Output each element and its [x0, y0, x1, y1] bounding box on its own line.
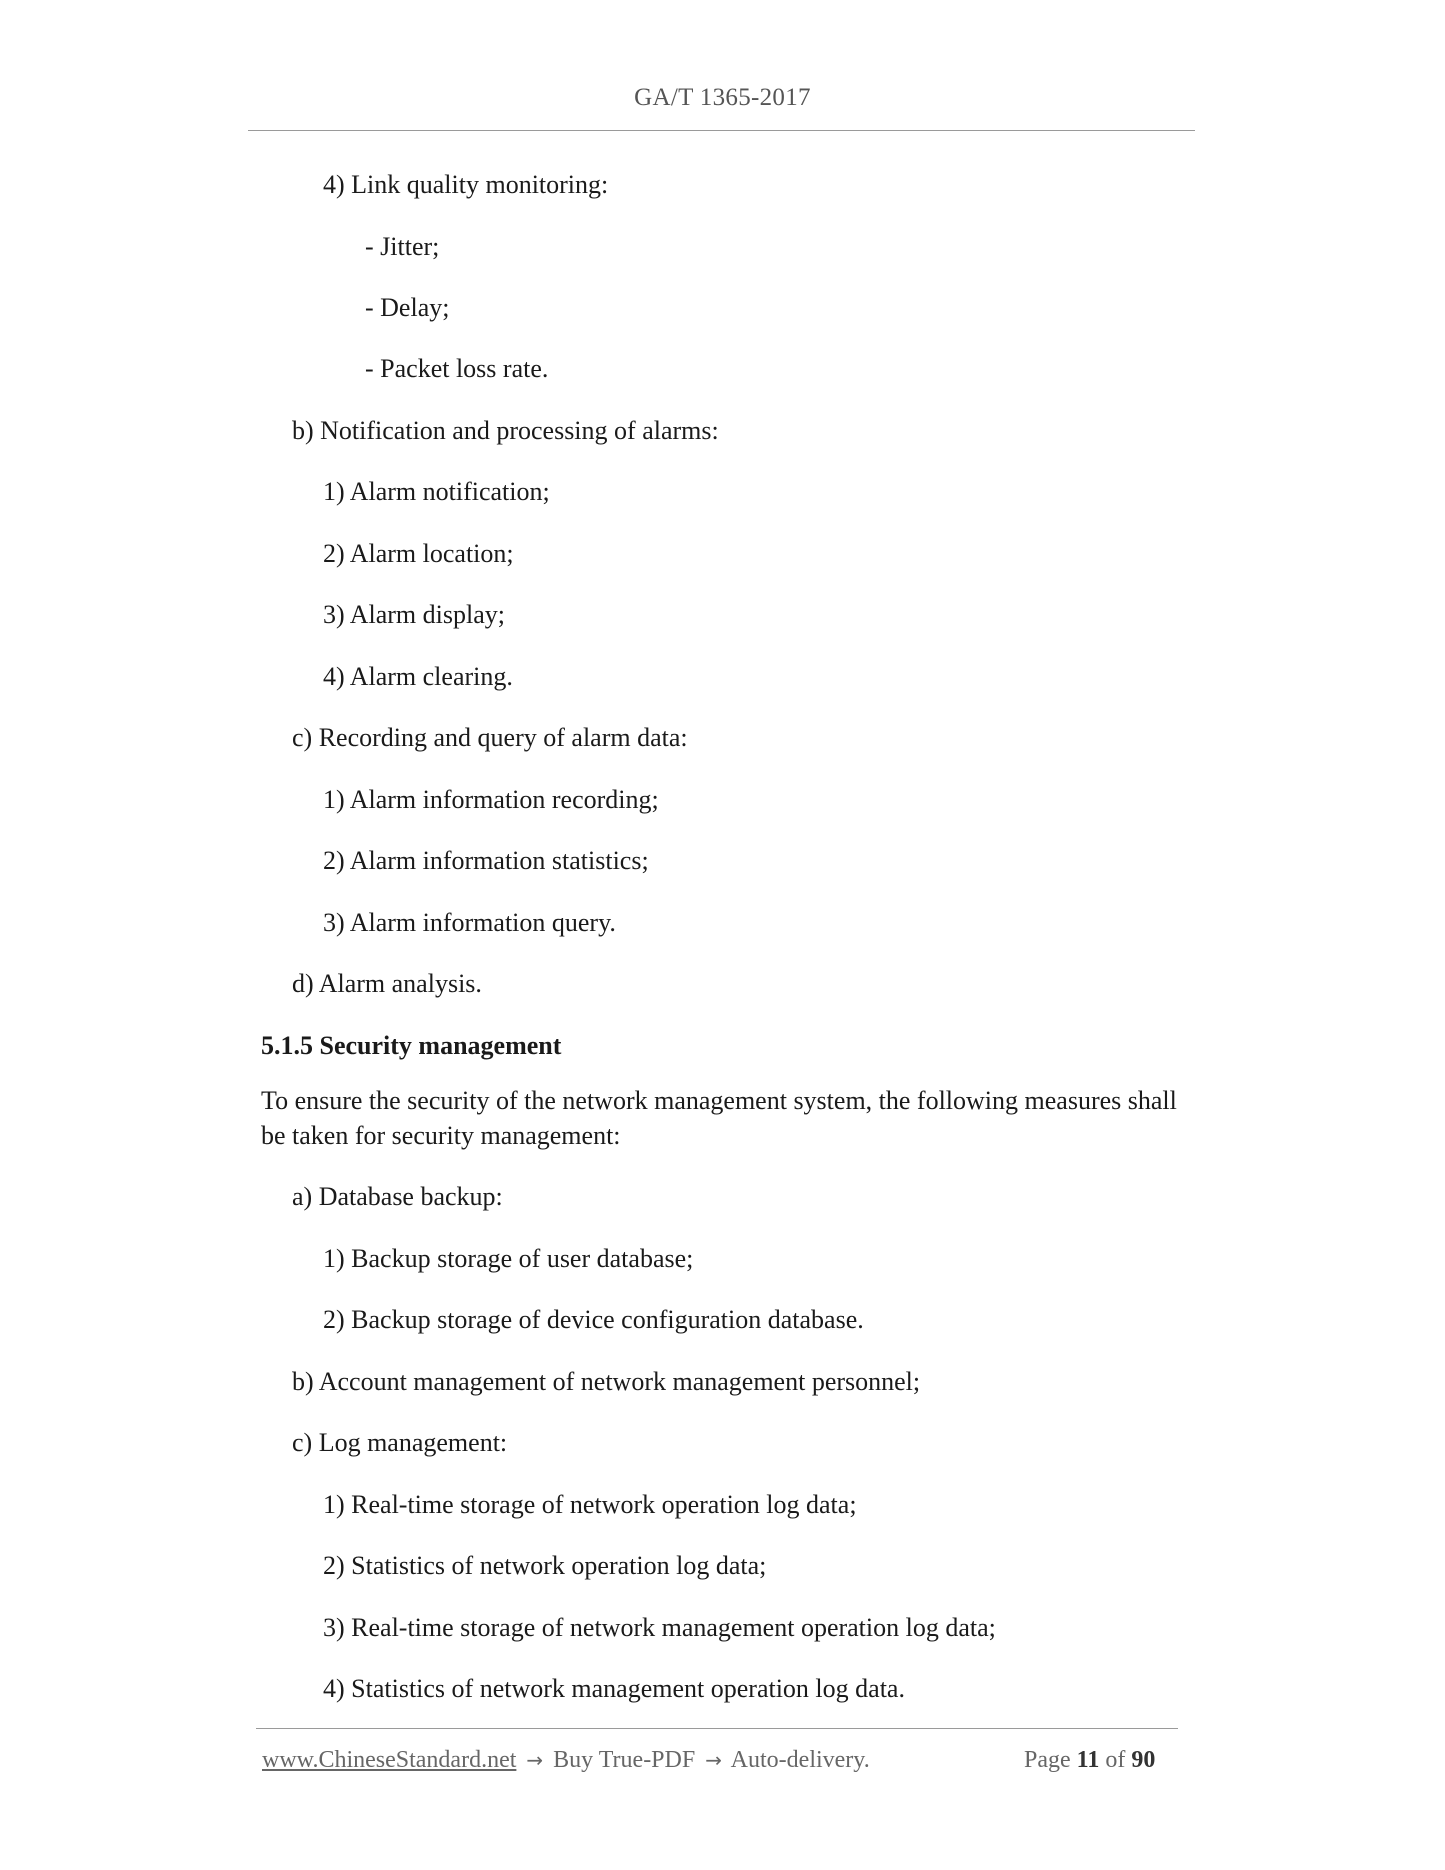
list-item: d) Alarm analysis. [292, 969, 482, 998]
total-pages: 90 [1131, 1747, 1156, 1773]
list-item: 1) Alarm notification; [323, 477, 550, 506]
page-number: 11 [1076, 1747, 1100, 1773]
list-item: 2) Alarm information statistics; [323, 846, 649, 875]
list-item: a) Database backup: [292, 1182, 503, 1211]
list-item: c) Log management: [292, 1428, 508, 1457]
page-indicator [1024, 1747, 1155, 1774]
delivery-text: Auto-delivery. [730, 1747, 870, 1773]
standard-code: GA/T 1365-2017 [634, 84, 811, 111]
site-link[interactable]: www.ChineseStandard.net [262, 1747, 517, 1773]
page-label: Page [1024, 1747, 1071, 1773]
list-item: - Packet loss rate. [365, 354, 549, 383]
section-heading: 5.1.5 Security management [261, 1031, 562, 1060]
section-paragraph: To ensure the security of the network management system, the following measures shall be taken for security management: [261, 1086, 1177, 1150]
list-item: 2) Statistics of network operation log data; [323, 1551, 767, 1580]
footer-divider [256, 1728, 1178, 1729]
footer-promo [262, 1747, 870, 1774]
list-item: 4) Alarm clearing. [323, 662, 513, 691]
buy-text: Buy True-PDF [553, 1747, 696, 1773]
list-item: 4) Statistics of network management operation log data. [323, 1674, 905, 1703]
list-item: c) Recording and query of alarm data: [292, 723, 688, 752]
list-item: 3) Alarm display; [323, 600, 505, 629]
list-item: b) Notification and processing of alarms: [292, 416, 719, 445]
of-label: of [1105, 1747, 1126, 1773]
list-item: 1) Real-time storage of network operation log data; [323, 1490, 857, 1519]
list-item: 4) Link quality monitoring: [323, 170, 609, 199]
list-item: b) Account management of network management personnel; [292, 1367, 921, 1396]
list-item: 1) Alarm information recording; [323, 785, 659, 814]
list-item: - Jitter; [365, 232, 440, 261]
list-item: - Delay; [365, 293, 450, 322]
list-item: 3) Real-time storage of network management operation log data; [323, 1613, 996, 1642]
list-item: 2) Backup storage of device configuration database. [323, 1305, 864, 1334]
list-item: 1) Backup storage of user database; [323, 1244, 694, 1273]
header-divider [248, 130, 1195, 131]
arrow-right-icon: → [526, 1748, 544, 1772]
list-item: 3) Alarm information query. [323, 908, 616, 937]
list-item: 2) Alarm location; [323, 539, 514, 568]
arrow-right-icon: → [705, 1748, 722, 1772]
